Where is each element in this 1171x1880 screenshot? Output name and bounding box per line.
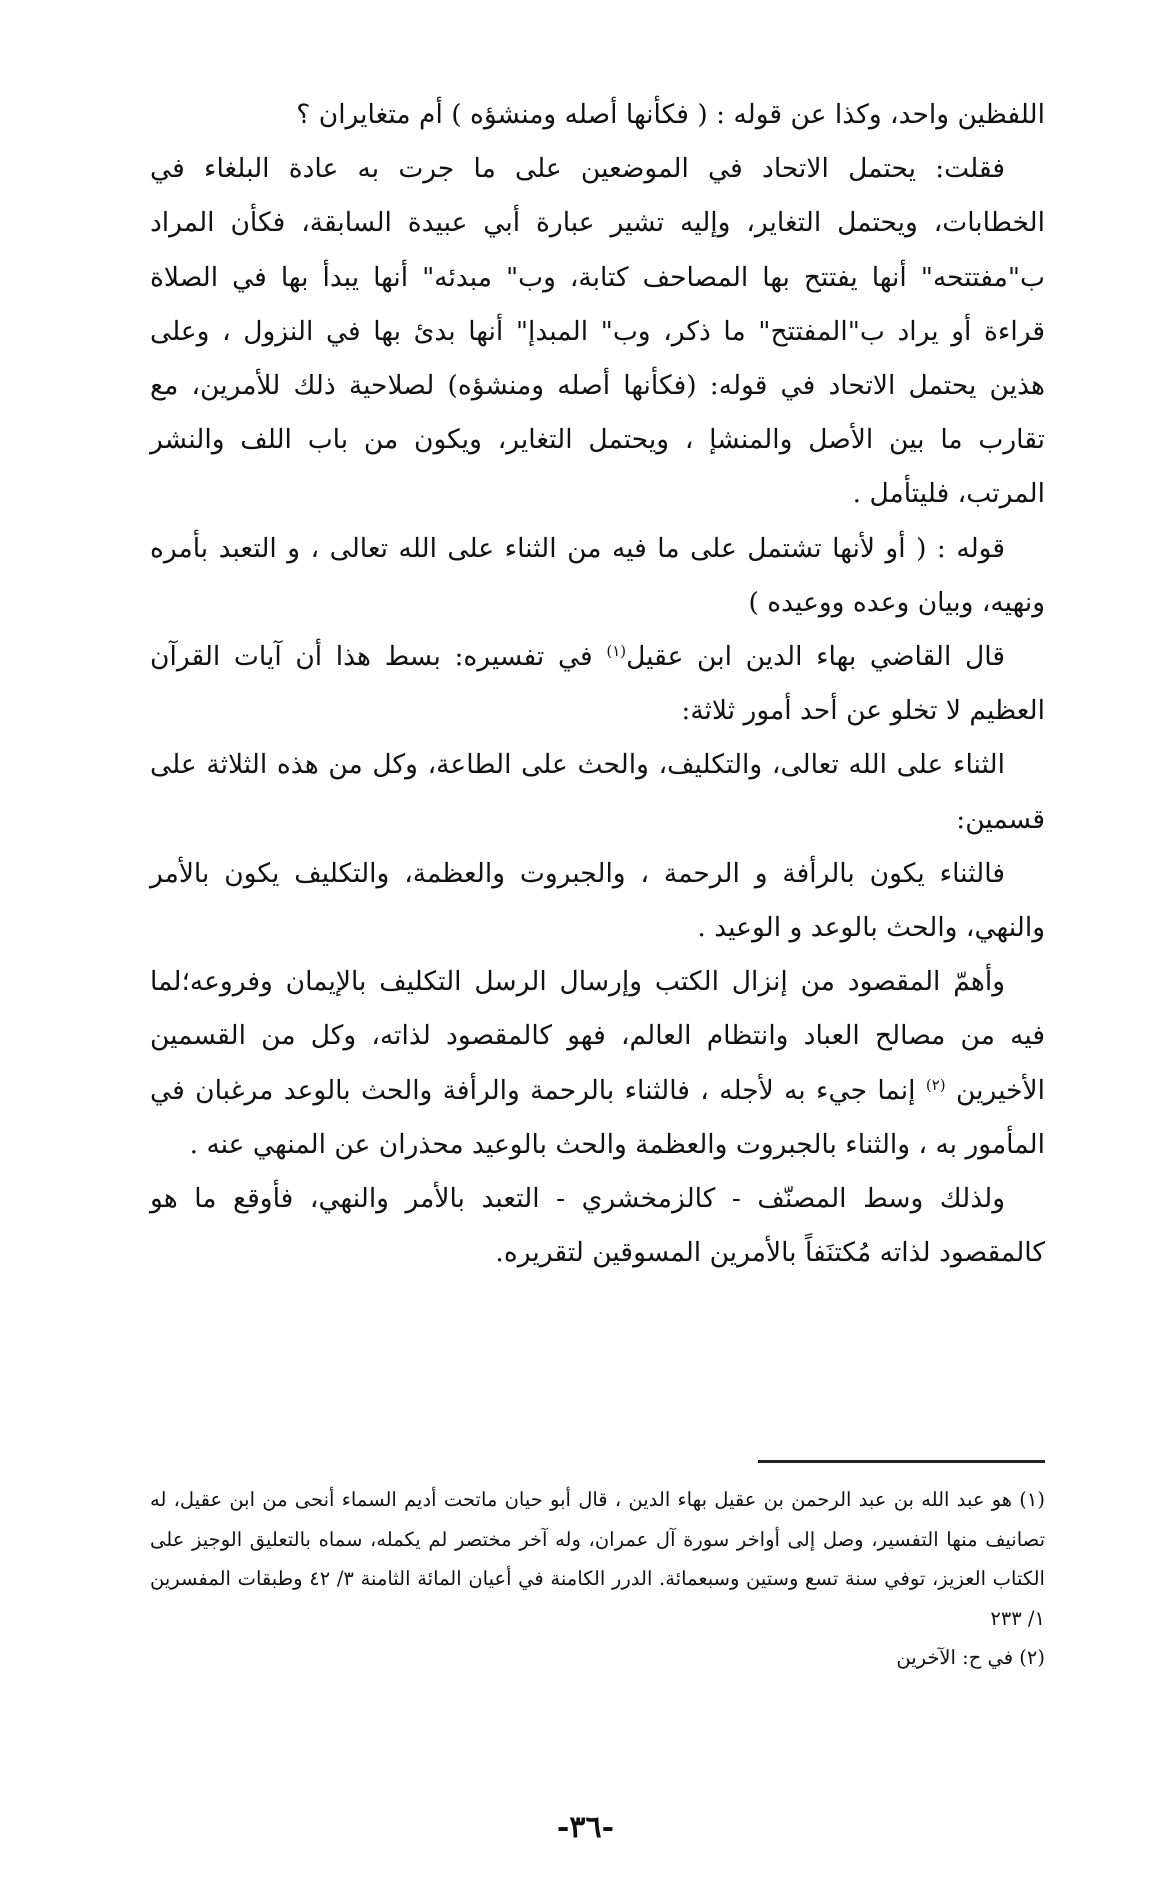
paragraph-4 bbox=[150, 630, 1045, 738]
footnote-1: (١) هو عبد الله بن عبد الرحمن بن عقيل بهاء الدين ، قال أبو حيان ماتحت أديم السماء أنحى من ابن عقيل، له تصانيف منها التفسير، وصل إلى أواخر سورة آل عمران، وله آخر مختصر لم يكمله، سماه بالتعليق الوجيز على الكتاب العزيز، توفي سنة تسع وستين وسبعمائة. الدرر الكامنة في أعيان المائة الثامنة ٣/ ٤٢ وطبقات المفسرين ١/ ٢٣٣ bbox=[150, 1488, 1045, 1630]
paragraph-6: فالثناء يكون بالرأفة و الرحمة ، والجبروت والعظمة، والتكليف يكون بالأمر والنهي، والحث بالوعد و الوعيد . bbox=[150, 857, 1045, 944]
paragraph-3: قوله : ( أو لأنها تشتمل على ما فيه من الثناء على الله تعالى ، و التعبد بأمره ونهيه، وبيان وعده ووعيده ) bbox=[150, 532, 1045, 618]
paragraph-7-after: إنما جيء به لأجله ، فالثناء بالرحمة والرأفة والحث بالوعد مرغبان في المأمور به ، والثناء بالجبروت والعظمة والحث بالوعيد محذران عن المنهي عنه . bbox=[150, 1074, 1045, 1160]
paragraph-7-before: وأهمّ المقصود من إنزال الكتب وإرسال الرسل التكليف بالإيمان وفروعه؛لما فيه من مصالح العباد وانتظام العالم، فهو كالمقصود لذاته، وكل من القسمين الأخيرين bbox=[150, 966, 1045, 1106]
main-text bbox=[150, 88, 1045, 1280]
footnotes bbox=[150, 1480, 1045, 1678]
paragraph-1: اللفظين واحد، وكذا عن قوله : ( فكأنها أصله ومنشؤه ) أم متغايران ؟ bbox=[296, 99, 1045, 130]
footnote-marker-2: (٢) bbox=[925, 1075, 946, 1094]
paragraph-2: فقلت: يحتمل الاتحاد في الموضعين على ما جرت به عادة البلغاء في الخطابات، ويحتمل التغاير، وإليه تشير عبارة أبي عبيدة السابقة، فكأن المراد ب"مفتتحه" أنها يفتتح بها المصاحف كتابة، وب" مبدئه" أنها يبدأ بها في الصلاة قراءة أو يراد ب"المفتتح" ما ذكر، وب" المبدإ" أنها بدئ بها في النزول ، وعلى هذين يحتمل الاتحاد في قوله: (فكأنها أصله ومنشؤه) لصلاحية ذلك للأمرين، مع تقارب ما بين الأصل والمنشإ ، ويحتمل التغاير، ويكون من باب اللف والنشر المرتب، فليتأمل . bbox=[150, 153, 1045, 510]
footnote-2: (٢) في ح: الآخرين bbox=[896, 1646, 1045, 1669]
paragraph-8: ولذلك وسط المصنّف - كالزمخشري - التعبد بالأمر والنهي، فأوقع ما هو كالمقصود لذاته مُكتنَفاً بالأمرين المسوقين لتقريره. bbox=[150, 1183, 1045, 1269]
paragraph-7 bbox=[150, 955, 1045, 1172]
paragraph-4-before: قال القاضي بهاء الدين ابن عقيل bbox=[626, 641, 1005, 673]
page-number: -٣٦- bbox=[556, 1810, 615, 1845]
paragraph-5: الثناء على الله تعالى، والتكليف، والحث على الطاعة، وكل من هذه الثلاثة على قسمين: bbox=[150, 749, 1045, 835]
footnote-divider bbox=[758, 1460, 1045, 1463]
paragraph-4-after: في تفسيره: بسط هذا أن آيات القرآن العظيم لا تخلو عن أحد أمور ثلاثة: bbox=[150, 641, 1045, 727]
footnote-marker-1: (١) bbox=[606, 642, 627, 661]
